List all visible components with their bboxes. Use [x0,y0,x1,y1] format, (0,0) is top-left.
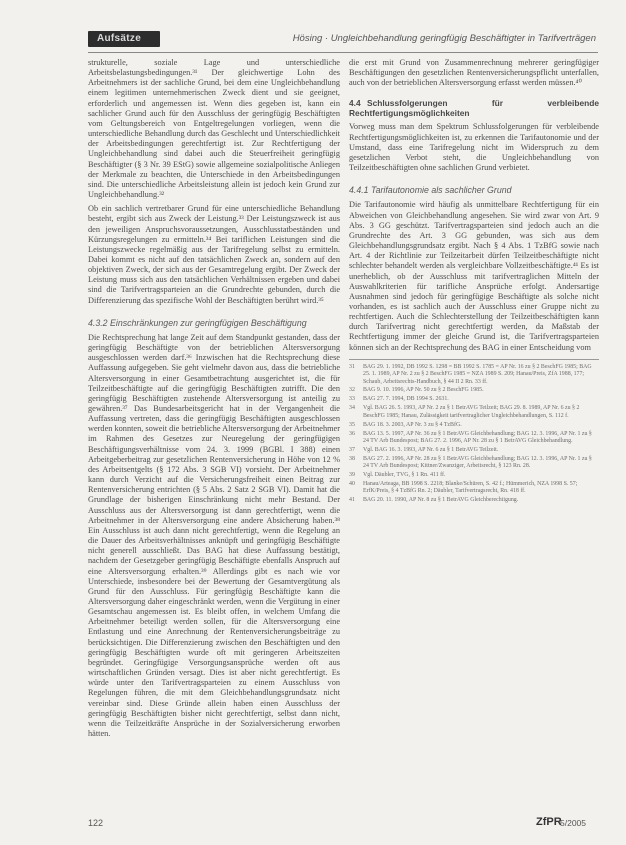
section-heading [349,98,599,118]
footnote-text: BAG 18. 3. 2003, AP Nr. 3 zu § 4 TzBfG. [363,421,462,428]
footnote-text: BAG 13. 5. 1997, AP Nr. 36 zu § 1 BetrAVG Gleichbehandlung; BAG 12. 3. 1996, AP Nr. 1 zu § 24 TV Arb Bundespost; BAG 27. 2. 1996, AP Nr. 28 zu § 1 BetrAVG Gleichbehandlung. [363,430,592,444]
footnote [349,405,599,420]
footnote [349,497,599,504]
footnote-text: Vgl. BAG 16. 3. 1993, AP Nr. 6 zu § 1 BetrAVG Teilzeit. [363,446,499,453]
paragraph: die erst mit Grund von Zusammenrechnung mehrerer geringfügiger Beschäftigungen den gesetzlichen Rentenversicherungspflicht unterfallen, auch von der betrieblichen Altersversorgung erfasst werden müssen.⁴⁰ [349,58,599,88]
footnote-text: BAG 29. 1. 1992, DB 1992 S. 1298 = BB 1992 S. 1785 = AP Nr. 16 zu § 2 BeschFG 1985; BAG 25. 1. 1989, AP Nr. 2 zu § 2 BeschFG 1985 = NZA 1989 S. 209; Hanau/Preis, ZfA 1988, 177; Schaub, Arbeitsrechts-Handbuch, § 44 II 2 Rn. 33 ff. [363,363,592,385]
footnote [349,472,599,479]
footnote-number: 37 [349,446,355,453]
subheading: 4.4.1 Tarifautonomie als sachlicher Grund [349,185,512,196]
footnote-text: BAG 27. 2. 1996, AP Nr. 28 zu § 1 BetrAVG Gleichbehandlung; BAG 12. 3. 1996, AP Nr. 1 zu § 24 TV Arb Bundespost; Kittner/Zwanziger, Arbeitsrecht, § 123 Rn. 28. [363,455,592,470]
page-number: 122 [88,818,104,828]
section-heading-number: 4.4 [349,98,361,109]
footnote-number: 36 [349,430,355,437]
subheading: 4.3.2 Einschränkungen zur geringfügigen Beschäftigung [88,317,307,328]
footnote [349,447,599,454]
header-rule [88,52,598,53]
journal-logo: ZfPR [536,816,562,828]
section-badge [88,31,160,47]
footnote-text: Vgl. BAG 26. 5. 1993, AP Nr. 2 zu § 1 BetrAVG Teilzeit; BAG 29. 8. 1989, AP Nr. 6 zu § 2 BeschFG 1985; Hanau, Zulässigkeit tarifvertraglicher Ungleichbehandlungen, S. 112 f. [363,405,580,419]
section-badge-label: Aufsätze [97,33,142,44]
footnote [349,481,599,496]
paragraph: strukturelle, soziale Lage und unterschiedliche Arbeitsbelastungsbedingungen.³¹ Der gleichwertige Lohn des Arbeitnehmers ist der sachliche Grund, bei dem eine Ungleichbehandlung einem legitimen unternehmerischen Zweck dient und sie geeignet, erforderlich und angemessen ist. Wenn dies gegeben ist, kann ein sachlicher Grund auch für den Ausschluss der geringfügig Beschäftigten vom Geltungsbereich von Entgeltregelungen vorliegen, wenn die unterschiedliche Behandlung durch das Geschlecht und Unterschiedlichkeit der Arbeitsbedingungen gerechtfertigt ist. Zur Rechtfertigung der Ungleichbehandlung sind dabei auch die Steuerfreiheit geringfügig Beschäftigter (§ 3 Nr. 39 EStG) sowie allgemeine sozialpolitische Anliegen der Merkmale zu beachten, die Unterschiede in den Arbeitsbedingungen sind. Die unterschiedliche Arbeitsleistung allein ist jedoch kein Grund zur Ungleichbehandlung.³² [88,58,340,200]
footnote-number: 35 [349,421,355,428]
footnote-number: 40 [349,480,355,487]
footnote [349,364,599,386]
footnote [349,422,599,429]
footnote-number: 39 [349,472,355,479]
footnote-number: 34 [349,405,355,412]
running-title: Hösing · Ungleichbehandlung geringfügig Beschäftigter in Tarifverträgen [292,33,596,44]
footnote-text: BAG 20. 11. 1990, AP Nr. 8 zu § 1 BetrAVG Gleichberechtigung. [363,497,519,504]
paragraph: Die Tarifautonomie wird häufig als unmittelbare Rechtfertigung für ein Abweichen von Gleichbehandlung angesehen. Sie wird zwar von Art. 9 Abs. 3 GG geschützt. Tarifvertragsparteien sind jedoch auch an die Grundrechte des Art. 3 GG gebunden, was sich aus dem Gleichbehandlungsgrundsatz ergibt. Nach § 4 Abs. 1 TzBfG sowie nach Art. 4 der Richtlinie zur Teilzeitarbeit dürfen Teilzeitbeschäftigte nicht schlechter behandelt werden als vergleichbare Vollzeitbeschäftigte.⁴¹ Es ist unerheblich, ob der Ausschluss mit tarifvertraglichen Mitteln der Auswahlkriterien für tarifliche Ansprüche erfolgt. Andersartige Ausnahmen sind jedoch für geringfügige Beschäftigte als solche nicht vorhanden, es ist sachlich auch der Ausschluss einer Gruppe nicht zu rechtfertigen. Auch die Schlechterstellung der Teilzeitbeschäftigten kann durch Tarifvertrag nicht gerechtfertigt werden, da Maßstab der Rechtfertigung immer der gleiche Grund ist, die Tarifvertragsparteien können sich an der Rechtsprechung des BAG in einer Entscheidung vom [349,200,599,352]
right-column [349,58,599,506]
footnote [349,456,599,471]
footnote-text: BAG 27. 7. 1994, DB 1994 S. 2631. [363,396,449,403]
footnote-number: 41 [349,497,355,504]
footnote-number: 32 [349,387,355,394]
footnotes [349,359,599,505]
paragraph: Vorweg muss man dem Spektrum Schlussfolgerungen für verbleibende Rechtfertigungsmöglichkeiten ist, zu erkennen die Tarifautonomie und der Umstand, dass eine Tarifregelung nicht im Widerspruch zu dem gesetzlichen Verbot steht, die Ungleichbehandlung von Teilzeitbeschäftigten ohne sachlichen Grund verbietet. [349,122,599,173]
left-column [88,58,340,743]
footnote-text: Hanau/Arteaga, BB 1998 S. 2218; Blanke/Schüren, S. 42 f.; Hümmerich, NZA 1998 S. 57; ErfK/Preis, § 4 TzBfG Rn. 2; Däubler, Tarifvertragsrecht, Rn. 418 ff. [363,480,578,495]
footnote-text: BAG 9. 10. 1996, AP Nr. 50 zu § 2 BeschFG 1985. [363,387,484,394]
section-heading-text: Schlussfolgerungen für verbleibende Rechtfertigungsmöglichkeiten [349,98,599,119]
footnote [349,396,599,403]
footnote-number: 31 [349,363,355,370]
paragraph: Ob ein sachlich vertretbarer Grund für eine unterschiedliche Behandlung besteht, ergibt sich aus Zweck der Leistung.³³ Der Leistungszweck ist aus den jeweiligen Anspruchsvoraussetzungen, Ausschlusstatbeständen und Kürzungsregelungen zu ermitteln.³⁴ Bei tariflichen Leistungen sind die Leistungszwecke regelmäßig aus der Tarifregelung selbst zu ermitteln. Dabei kommt es nicht auf den tatsächlichen Zweck an, sondern auf den objektiven Zweck, der sich aus der Gesamtregelung ergibt. Der Zweck der Leistung muss sich aus den tatsächlichen Verhältnissen ergeben und dabei sind die Tarifvertragsparteien an die Grundrechte gebunden, durch die Differenzierung das spezifische Wohl der Beschäftigten berührt wird.³⁵ [88,204,340,305]
footnote-number: 33 [349,396,355,403]
footnote-text: Vgl. Däubler, TVG, § 1 Rn. 411 ff. [363,472,446,479]
paragraph: Die Rechtsprechung hat lange Zeit auf dem Standpunkt gestanden, dass der geringfügig Beschäftigte von der betrieblichen Altersversorgung ausgeschlossen werden darf.³⁶ Inzwischen hat die Rechtsprechung diese Auffassung aufgegeben. Sie geht vielmehr davon aus, dass die betriebliche Altersversorgung in einer Gesamtbetrachtung ausgerichtet ist, die für Teilzeitbeschäftigte auf die geringfügig Beschäftigten zutrifft. Die den geringfügig Beschäftigten zustehende Altersversorgung ist anteilig zu gewähren.³⁷ Das Bundesarbeitsgericht hat in der Vergangenheit die Auffassung vertreten, dass die geringfügig Beschäftigten ausgeschlossen werden konnten, soweit die betriebliche Altersversorgung der Arbeitnehmer im Rahmen des Gesetzes zur Neuregelung der geringfügigen Beschäftigungsverhältnisse vom 24. 3. 1999 (BGBl. I 388) einen Arbeitgeberbeitrag zur gesetzlichen Rentenversicherung in Höhe von 12 % des Arbeitsentgelts (§ 172 Abs. 3 SGB VI) vorsieht. Der Arbeitnehmer kann durch Verzicht auf die Versicherungsfreiheit einen Beitrag zur Rentenversicherung entrichten (§ 5 Abs. 2 Satz 2 SGB VI). Damit hat die Grundlage der bisherigen Einschränkung nicht mehr Bestand. Der Ausschluss aus der Altersversorgung ist dann gerechtfertigt, wenn die Arbeitnehmer in der Altersversorgung eine andere Absicherung haben.³⁸ Ein Ausschluss ist auch dann nicht gerechtfertigt, wenn die Regelung an die Dauer des Arbeitsverhältnisses anknüpft und geringfügig Beschäftigte nicht generell ausschließt. Das BAG hat diese Auffassung bestätigt, nachdem der Gesetzgeber geringfügig Beschäftigte ebenfalls Anspruch auf eine Altersversorgung erhalten.³⁹ Allerdings gibt es nach wie vor Unterschiede, insbesondere bei der Bewertung der Gesamtvergütung als Grund für den Ausschluss. Für geringfügig Beschäftigte kann die Altersversorgung daher eingeschränkt werden, wenn die Vergütung in einer Gesamtschau angemessen ist. Es bleibt offen, in welchem Umfang die Arbeitnehmer beteiligt werden sollen, für die Altersversorgung eine Entlastung und eine Anrechnung der Rentenversicherungsbeiträge zu berücksichtigen. Die Differenzierung zwischen den Beschäftigten und den geringfügig Beschäftigten wurde oft mit geringeren Arbeitszeiten begründet. Geringfügige Versorgungsansprüche werden oft aus wirtschaftlichen Gründen versagt. Dies ist aber nicht gerechtfertigt. Es würde unter den Tarifvertragsparteien zu einem Ausschluss von Regelungen führen, die mit dem Gleichbehandlungsgrundsatz nicht vereinbar sind. Diese Gründe allein haben einen Ausschluss der geringfügig Beschäftigten bisher nicht gerechtfertigt, selbst dann nicht, wenn die Teilzeitkräfte Ansprüche in der Sozialversicherung erworben hätten. [88,332,340,738]
issue-number: 5/2005 [560,818,586,828]
footnote-number: 38 [349,455,355,462]
footnote [349,387,599,394]
footnote [349,431,599,446]
